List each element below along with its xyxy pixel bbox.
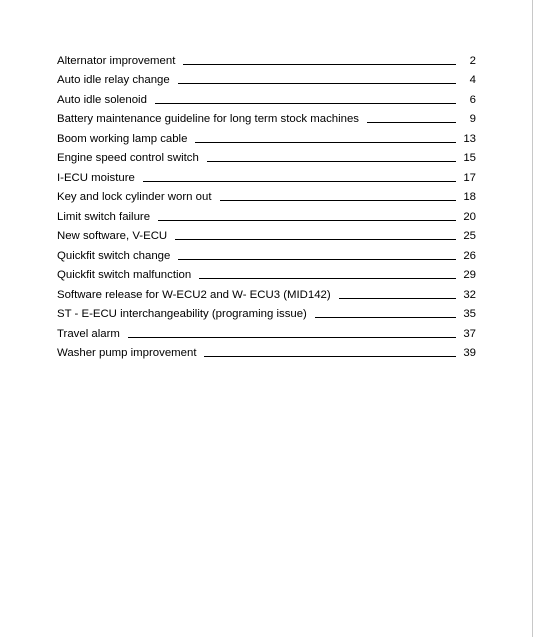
toc-entry-title: Boom working lamp cable bbox=[57, 132, 188, 145]
toc-entry[interactable] bbox=[57, 341, 476, 361]
toc-entry-page-number: 25 bbox=[463, 230, 476, 242]
toc-entry[interactable] bbox=[57, 68, 476, 88]
toc-entry-page-number: 17 bbox=[463, 171, 476, 184]
toc-entry-title: Software release for W-ECU2 and W- ECU3 (MID142) bbox=[57, 288, 331, 301]
toc-entry[interactable] bbox=[57, 243, 476, 263]
table-of-contents bbox=[57, 48, 476, 360]
toc-leader-line bbox=[339, 298, 456, 299]
toc-entry[interactable] bbox=[57, 321, 476, 341]
toc-entry-title: Battery maintenance guideline for long term stock machines bbox=[57, 113, 360, 125]
toc-entry[interactable] bbox=[57, 126, 476, 146]
toc-entry-page-number: 35 bbox=[463, 308, 476, 320]
toc-entry-page-number: 4 bbox=[469, 74, 476, 86]
toc-entry[interactable] bbox=[57, 302, 476, 322]
toc-entry[interactable] bbox=[57, 87, 476, 107]
toc-entry-page-number: 26 bbox=[463, 249, 476, 262]
toc-entry-page-number: 18 bbox=[463, 191, 476, 203]
toc-entry-page-number: 15 bbox=[463, 152, 476, 164]
toc-entry-page-number: 9 bbox=[469, 113, 476, 125]
toc-entry-title: Auto idle relay change bbox=[57, 74, 170, 86]
toc-leader-line bbox=[367, 122, 456, 123]
toc-leader-line bbox=[175, 239, 456, 240]
toc-leader-line bbox=[178, 83, 456, 84]
toc-entry[interactable] bbox=[57, 224, 476, 244]
toc-entry[interactable] bbox=[57, 165, 476, 185]
toc-leader-line bbox=[128, 337, 456, 338]
toc-entry[interactable] bbox=[57, 263, 476, 283]
toc-entry-title: New software, V-ECU bbox=[57, 230, 168, 242]
toc-entry[interactable] bbox=[57, 204, 476, 224]
toc-entry-title: Alternator improvement bbox=[57, 54, 176, 67]
toc-entry-page-number: 39 bbox=[463, 347, 476, 359]
toc-leader-line bbox=[207, 161, 456, 162]
toc-leader-line bbox=[195, 142, 456, 143]
toc-entry-title: I-ECU moisture bbox=[57, 171, 135, 184]
toc-leader-line bbox=[315, 317, 456, 318]
toc-leader-line bbox=[143, 181, 456, 182]
toc-leader-line bbox=[204, 356, 456, 357]
toc-leader-line bbox=[178, 259, 456, 260]
toc-leader-line bbox=[183, 64, 456, 65]
toc-entry-page-number: 29 bbox=[463, 269, 476, 281]
toc-entry-title: Travel alarm bbox=[57, 327, 120, 340]
toc-entry[interactable] bbox=[57, 185, 476, 205]
toc-leader-line bbox=[199, 278, 456, 279]
toc-entry[interactable] bbox=[57, 107, 476, 127]
toc-entry-page-number: 32 bbox=[463, 288, 476, 301]
toc-entry-title: Limit switch failure bbox=[57, 210, 151, 223]
toc-leader-line bbox=[220, 200, 457, 201]
toc-entry-title: Auto idle solenoid bbox=[57, 93, 147, 106]
toc-entry-page-number: 6 bbox=[469, 93, 476, 106]
toc-entry-title: Engine speed control switch bbox=[57, 152, 199, 164]
toc-entry-title: Key and lock cylinder worn out bbox=[57, 191, 212, 203]
toc-leader-line bbox=[158, 220, 456, 221]
toc-entry-page-number: 2 bbox=[469, 54, 476, 67]
toc-entry-page-number: 13 bbox=[463, 132, 476, 145]
toc-entry[interactable] bbox=[57, 282, 476, 302]
toc-leader-line bbox=[155, 103, 456, 104]
toc-entry-title: Quickfit switch malfunction bbox=[57, 269, 192, 281]
toc-entry[interactable] bbox=[57, 48, 476, 68]
toc-entry-title: ST - E-ECU interchangeability (programing issue) bbox=[57, 308, 307, 320]
toc-entry-title: Quickfit switch change bbox=[57, 249, 171, 262]
toc-entry-title: Washer pump improvement bbox=[57, 347, 197, 359]
toc-entry-page-number: 20 bbox=[463, 210, 476, 223]
toc-entry-page-number: 37 bbox=[463, 327, 476, 340]
toc-entry[interactable] bbox=[57, 146, 476, 166]
